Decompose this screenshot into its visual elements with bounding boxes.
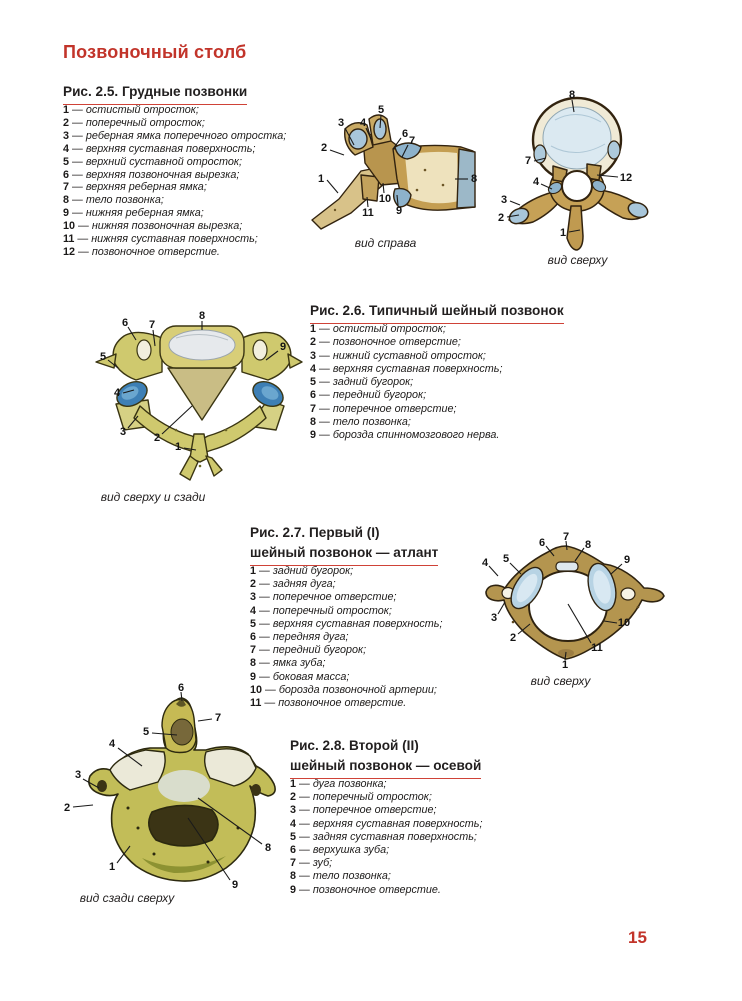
- legend-item: 2 — задняя дуга;: [250, 578, 336, 591]
- legend-item: 1 — дуга позвонка;: [290, 778, 387, 790]
- thoracic-vertebra-side-artwork: [312, 115, 478, 229]
- label-number: 9: [623, 554, 631, 566]
- legend-item: 12 — позвоночное отверстие.: [63, 245, 220, 258]
- label-number: 10: [617, 617, 631, 629]
- figure-2-8-legend: [290, 778, 482, 897]
- chapter-title: Позвоночный столб: [63, 42, 247, 62]
- label-number: 8: [264, 842, 272, 854]
- label-number: 12: [619, 172, 633, 184]
- legend-item: 5 — верхний суставной отросток;: [63, 155, 243, 168]
- label-number: 11: [591, 642, 603, 654]
- label-number: 5: [142, 726, 150, 738]
- label-number: 1: [317, 173, 325, 185]
- figure-2-6-heading-text: Рис. 2.6. Типичный шейный позвонок: [310, 301, 564, 324]
- label-number: 2: [497, 212, 505, 224]
- legend-item: 7 — поперечное отверстие;: [310, 402, 457, 415]
- label-number: 4: [532, 176, 540, 188]
- label-leader-line: [510, 201, 520, 205]
- label-number: 2: [320, 142, 328, 154]
- label-number: 10: [378, 193, 392, 205]
- label-number: 7: [148, 319, 156, 331]
- legend-item: 3 — поперечное отверстие;: [290, 804, 437, 817]
- figure-2-7-heading: [250, 523, 438, 566]
- label-number: 3: [490, 612, 498, 624]
- label-number: 2: [63, 802, 71, 814]
- label-number: 6: [538, 537, 546, 549]
- label-number: 1: [108, 861, 116, 873]
- legend-item: 9 — позвоночное отверстие.: [290, 883, 441, 896]
- figure-2-8-heading: [290, 736, 481, 779]
- label-number: 8: [584, 539, 592, 551]
- atlas-vertebra-illustration: [478, 532, 693, 677]
- label-number: 5: [377, 104, 385, 116]
- label-leader-line: [73, 805, 93, 807]
- label-number: 11: [362, 207, 374, 219]
- legend-item: 7 — передний бугорок;: [250, 644, 367, 657]
- label-number: 7: [562, 532, 570, 543]
- legend-item: 11 — нижняя суставная поверхность;: [63, 233, 258, 246]
- figure-2-5-legend: [63, 104, 286, 259]
- legend-item: 1 — задний бугорок;: [250, 565, 354, 577]
- legend-item: 1 — остистый отросток;: [63, 104, 199, 116]
- label-number: 6: [177, 682, 185, 694]
- label-number: 5: [99, 351, 107, 363]
- legend-item: 6 — верхняя позвоночная вырезка;: [63, 168, 240, 181]
- cervical-vertebra-artwork: [96, 326, 302, 480]
- legend-item: 4 — верхняя суставная поверхность;: [63, 142, 256, 155]
- label-leader-line: [327, 180, 338, 193]
- label-number: 3: [119, 426, 127, 438]
- label-number: 9: [395, 205, 403, 217]
- legend-item: 10 — борозда позвоночной артерии;: [250, 683, 437, 696]
- typical-cervical-vertebra-illustration: [80, 310, 305, 485]
- legend-item: 2 — поперечный отросток;: [290, 791, 432, 804]
- legend-item: 5 — задний бугорок;: [310, 376, 414, 389]
- legend-item: 2 — позвоночное отверстие;: [310, 336, 461, 349]
- label-number: 4: [108, 738, 116, 750]
- figure-2-7-heading-line1: Рис. 2.7. Первый (I): [250, 525, 380, 540]
- figure-2-7-heading-line2: шейный позвонок — атлант: [250, 543, 438, 566]
- figure-2-6-heading: [310, 301, 564, 324]
- label-number: 9: [231, 879, 239, 891]
- label-number: 3: [500, 194, 508, 206]
- figure-2-6-legend: [310, 323, 502, 443]
- label-number: 4: [359, 117, 367, 129]
- label-number: 4: [113, 387, 121, 399]
- view-caption-2-7: вид сверху: [530, 674, 591, 688]
- figure-2-8-heading-line2: шейный позвонок — осевой: [290, 756, 481, 779]
- legend-item: 7 — верхняя реберная ямка;: [63, 181, 207, 194]
- figure-2-5-heading: [63, 82, 247, 105]
- label-number: 3: [74, 769, 82, 781]
- legend-item: 6 — верхушка зуба;: [290, 844, 390, 857]
- legend-item: 3 — нижний суставной отросток;: [310, 349, 486, 362]
- thoracic-vertebra-superior-view-illustration: [495, 88, 670, 256]
- legend-item: 9 — борозда спинномозгового нерва.: [310, 429, 500, 442]
- label-number: 9: [279, 341, 287, 353]
- label-number: 8: [470, 173, 478, 185]
- label-number: 5: [502, 553, 510, 565]
- legend-item: 8 — тело позвонка;: [290, 870, 391, 883]
- figure-2-5-heading-text: Рис. 2.5. Грудные позвонки: [63, 82, 247, 105]
- legend-item: 4 — верхняя суставная поверхность;: [310, 362, 503, 375]
- page-number: 15: [628, 928, 647, 947]
- legend-item: 9 — нижняя реберная ямка;: [63, 207, 204, 220]
- view-caption-2-6: вид сверху и сзади: [100, 490, 206, 504]
- label-number: 7: [214, 712, 222, 724]
- legend-item: 4 — верхняя суставная поверхность;: [290, 817, 483, 830]
- label-leader-line: [198, 719, 212, 721]
- legend-item: 10 — нижняя позвоночная вырезка;: [63, 220, 243, 233]
- label-number: 2: [509, 632, 517, 644]
- label-number: 3: [337, 117, 345, 129]
- legend-item: 8 — тело позвонка;: [63, 194, 164, 207]
- label-number: 8: [198, 310, 206, 322]
- label-number: 2: [153, 432, 161, 444]
- legend-item: 8 — тело позвонка;: [310, 416, 411, 429]
- legend-item: 6 — передний бугорок;: [310, 389, 427, 402]
- legend-item: 3 — поперечное отверстие;: [250, 591, 397, 604]
- legend-item: 11 — позвоночное отверстие.: [250, 697, 407, 710]
- view-caption-2-8: вид сзади сверху: [79, 891, 175, 905]
- legend-item: 5 — верхняя суставная поверхность;: [250, 617, 443, 630]
- legend-item: 7 — зуб;: [290, 857, 333, 870]
- label-number: 1: [174, 441, 182, 453]
- legend-item: 8 — ямка зуба;: [250, 657, 326, 670]
- legend-item: 1 — остистый отросток;: [310, 323, 446, 335]
- figure-2-8-heading-line1: Рис. 2.8. Второй (II): [290, 738, 419, 753]
- label-number: 1: [559, 227, 567, 239]
- legend-item: 2 — поперечный отросток;: [63, 116, 205, 129]
- label-leader-line: [330, 150, 344, 155]
- label-number: 1: [561, 659, 569, 671]
- legend-item: 9 — боковая масса;: [250, 670, 350, 683]
- thoracic-vertebra-lateral-view-illustration: [305, 95, 500, 245]
- label-number: 7: [524, 155, 532, 167]
- label-leader-line: [498, 602, 505, 614]
- legend-item: 6 — передняя дуга;: [250, 631, 349, 644]
- legend-item: 3 — реберная ямка поперечного отростка;: [63, 129, 287, 142]
- axis-artwork: [89, 698, 275, 881]
- legend-item: 4 — поперечный отросток;: [250, 604, 392, 617]
- label-number: 6: [401, 128, 409, 140]
- axis-vertebra-illustration: [58, 678, 293, 893]
- label-number: 4: [481, 557, 489, 569]
- label-number: 8: [568, 89, 576, 101]
- label-leader-line: [510, 563, 521, 574]
- view-caption-2-5-lateral: вид справа: [354, 236, 417, 250]
- label-leader-line: [489, 566, 498, 576]
- label-number: 7: [408, 135, 416, 147]
- label-number: 6: [121, 317, 129, 329]
- view-caption-2-5-superior: вид сверху: [547, 253, 608, 267]
- legend-item: 5 — задняя суставная поверхность;: [290, 830, 477, 843]
